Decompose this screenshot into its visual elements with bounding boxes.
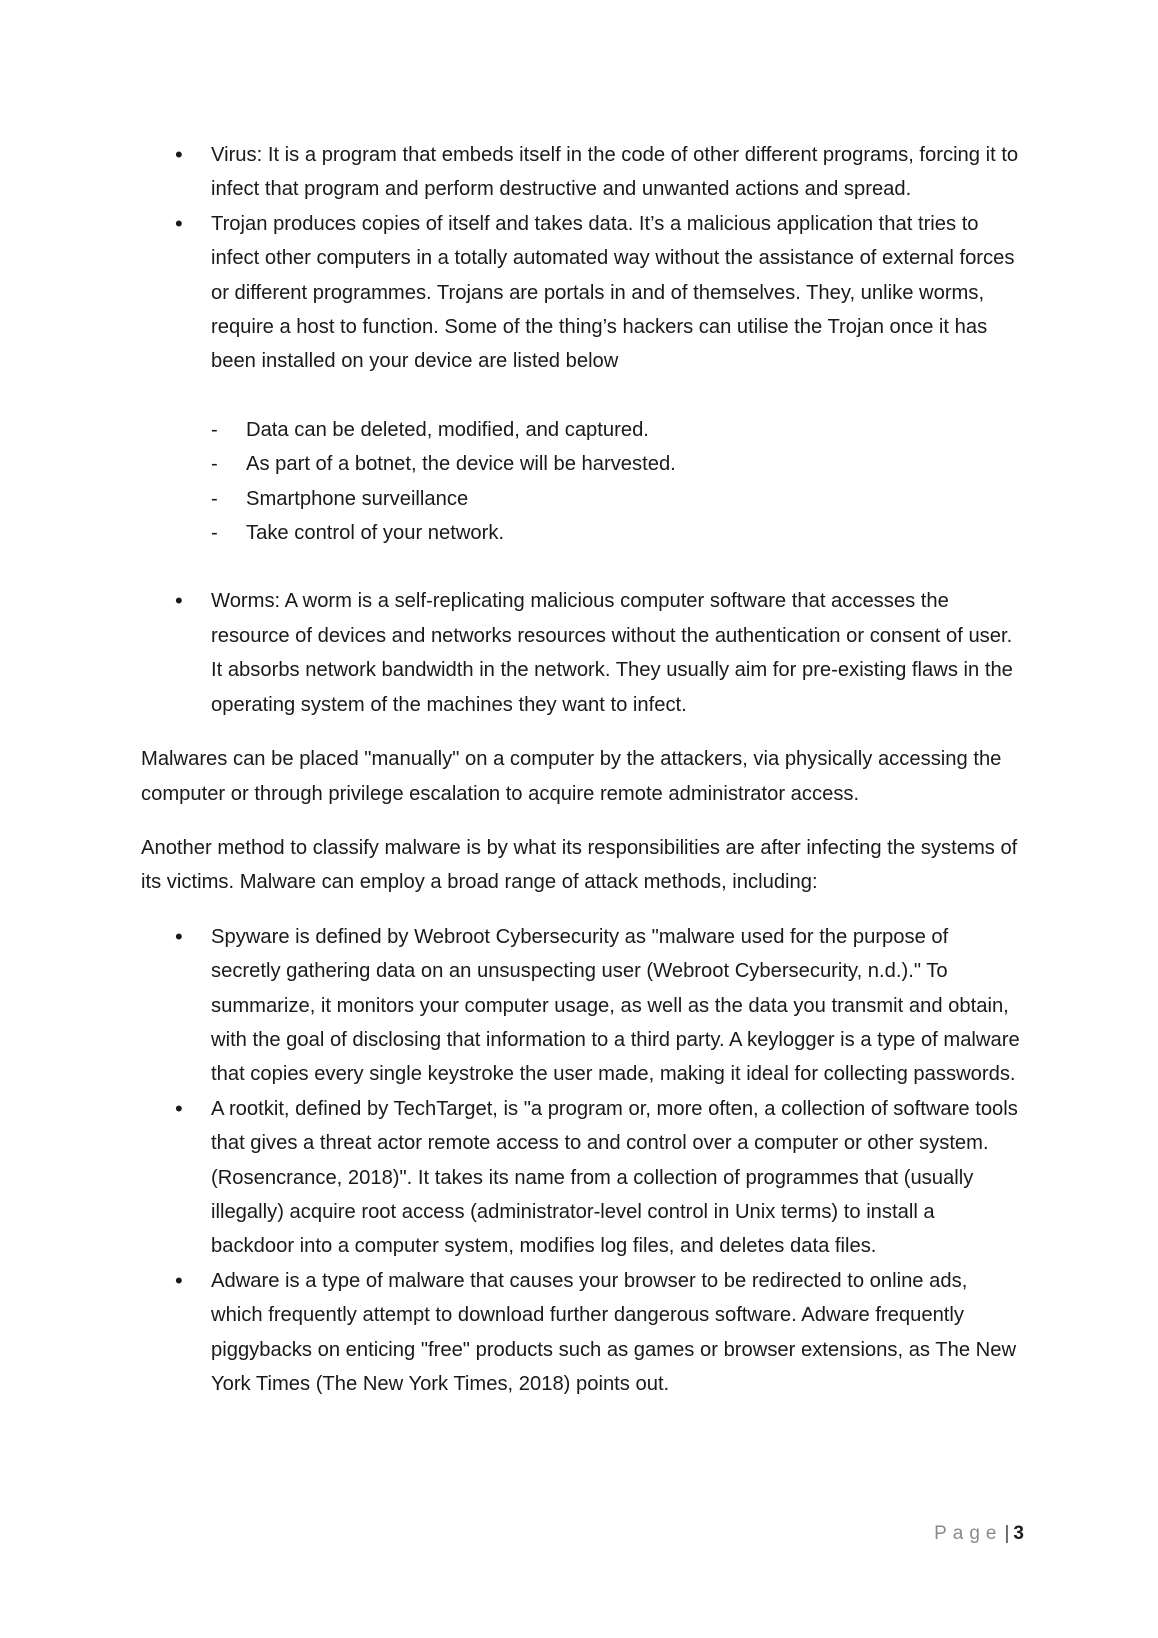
page-body — [141, 138, 1021, 1401]
malware-types-list — [141, 138, 1021, 722]
list-item-trojan — [141, 207, 1021, 551]
trojan-text: Trojan produces copies of itself and takes data. It’s a malicious application that tries to infect other computers in a totally automated way without the assistance of external forces or different programmes. Trojans are portals in and of themselves. They, unlike worms, require a host to function. Some of the thing’s hackers can utilise the Trojan once it has been installed on your device are listed below — [211, 212, 1015, 373]
trojan-use-item: - Smartphone surveillance — [211, 482, 1021, 516]
trojan-use-item: - Data can be deleted, modified, and captured. — [211, 413, 1021, 447]
page-label: Page — [934, 1523, 1003, 1544]
list-item-adware: • Adware is a type of malware that causes your browser to be redirected to online ads, which frequently attempt to download further dangerous software. Adware frequently piggybacks on enticing "free" products such as games or browser extensions, as The New York Times (The New York Times, 2018) points out. — [141, 1264, 1021, 1402]
attack-methods-list — [141, 920, 1021, 1402]
page-number: 3 — [1013, 1523, 1024, 1544]
paragraph-manual-placement: Malwares can be placed "manually" on a computer by the attackers, via physically accessing the computer or through privilege escalation to acquire remote administrator access. — [141, 748, 1002, 805]
trojan-uses-list — [211, 413, 1021, 551]
list-item-rootkit: • A rootkit, defined by TechTarget, is "a program or, more often, a collection of software tools that gives a threat actor remote access to and control over a computer or other system. (Rosencrance, 2018)". It takes its name from a collection of programmes that (usually illegally) acquire root access (administrator-level control in Unix terms) to install a backdoor into a computer system, modifies log files, and deletes data files. — [141, 1092, 1021, 1264]
trojan-use-item: - As part of a botnet, the device will be harvested. — [211, 447, 1021, 481]
page-footer — [934, 1522, 1024, 1546]
trojan-use-item: - Take control of your network. — [211, 516, 1021, 550]
paragraph-classification: Another method to classify malware is by what its responsibilities are after infecting the systems of its victims. Malware can employ a broad range of attack methods, including: — [141, 836, 1018, 894]
list-item-worms: • Worms: A worm is a self-replicating malicious computer software that accesses the resource of devices and networks resources without the authentication or consent of user. It absorbs network bandwidth in the network. They usually aim for pre-existing flaws in the operating system of the machines they want to infect. — [141, 584, 1021, 722]
list-item-virus: • Virus: It is a program that embeds itself in the code of other different programs, forcing it to infect that program and perform destructive and unwanted actions and spread. — [141, 138, 1021, 207]
list-item-spyware: • Spyware is defined by Webroot Cybersecurity as "malware used for the purpose of secretly gathering data on an unsuspecting user (Webroot Cybersecurity, n.d.)." To summarize, it monitors your computer usage, as well as the data you transmit and obtain, with the goal of disclosing that information to a third party. A keylogger is a type of malware that copies every single keystroke the user made, making it ideal for collecting passwords. — [141, 920, 1021, 1092]
page-separator: | — [1004, 1523, 1010, 1544]
